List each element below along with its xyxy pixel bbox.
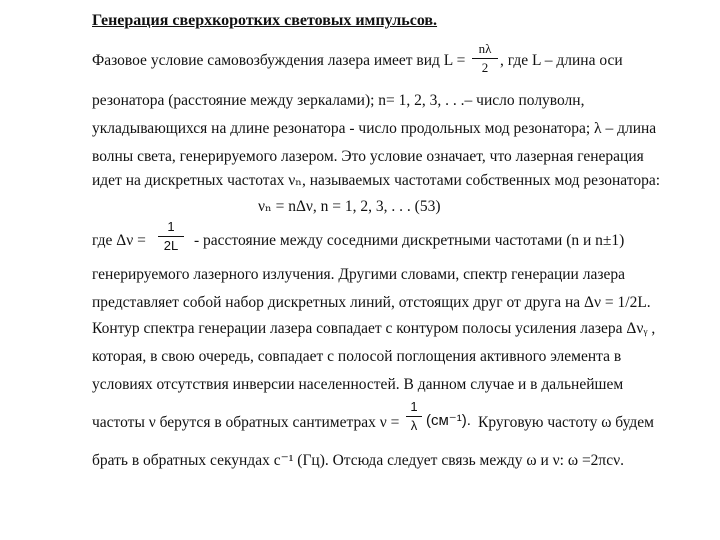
fraction-bar (472, 58, 498, 59)
text-line: которая, в свою очередь, совпадает с полосой поглощения активного элемента в (92, 348, 622, 365)
fraction-bar (158, 236, 184, 237)
text-line: условиях отсутствия инверсии населенностей. В данном случае и в дальнейшем (92, 376, 624, 393)
text-line: волны света, генерируемого лазером. Это условие означает, что лазерная генерация (92, 148, 644, 165)
text-line: где Δν = (92, 232, 146, 249)
section-title: Генерация сверхкоротких световых импульсов. (92, 12, 438, 29)
text-line: резонатора (расстояние между зеркалами); n= 1, 2, 3, . . .– число полуволн, (92, 92, 585, 109)
text-line: брать в обратных секундах с⁻¹ (Гц). Отсюда следует связь между ω и ν: ω =2πcν. (92, 452, 625, 469)
text-line: частоты ν берутся в обратных сантиметрах ν = (92, 414, 400, 431)
fraction-n-lambda-over-2 (472, 42, 498, 75)
formula-53: νₙ = nΔν, n = 1, 2, 3, . . . (53) (258, 198, 441, 215)
fraction-denominator: λ (410, 418, 418, 433)
fraction-denominator: 2L (163, 238, 179, 253)
fraction-bar (406, 416, 422, 417)
fraction-numerator: 1 (167, 219, 175, 234)
text-line: , где L – длина оси (500, 52, 623, 69)
text-line: Контур спектра генерации лазера совпадает с контуром полосы усиления лазера Δνᵧ , (92, 320, 656, 337)
fraction-denominator: 2 (481, 60, 489, 75)
text-line: Фазовое условие самовозбуждения лазера имеет вид L = (92, 52, 466, 69)
text-line: укладывающихся на длине резонатора - число продольных мод резонатора; λ – длина (92, 120, 657, 137)
text-line: генерируемого лазерного излучения. Другими словами, спектр генерации лазера (92, 266, 625, 283)
text-line: идет на дискретных частотах νₙ, называемых частотами собственных мод резонатора: (92, 172, 661, 189)
fraction-numerator: nλ (478, 41, 492, 56)
unit-label: (см⁻¹). (426, 412, 471, 429)
fraction-1-over-2L (158, 220, 184, 253)
fraction-1-over-lambda (406, 400, 422, 433)
text-line: Круговую частоту ω будем (478, 414, 654, 431)
text-line: - расстояние между соседними дискретными частотами (n и n±1) (194, 232, 625, 249)
text-line: представляет собой набор дискретных линий, отстоящих друг от друга на Δν = 1/2L. (92, 294, 651, 311)
fraction-numerator: 1 (410, 399, 418, 414)
